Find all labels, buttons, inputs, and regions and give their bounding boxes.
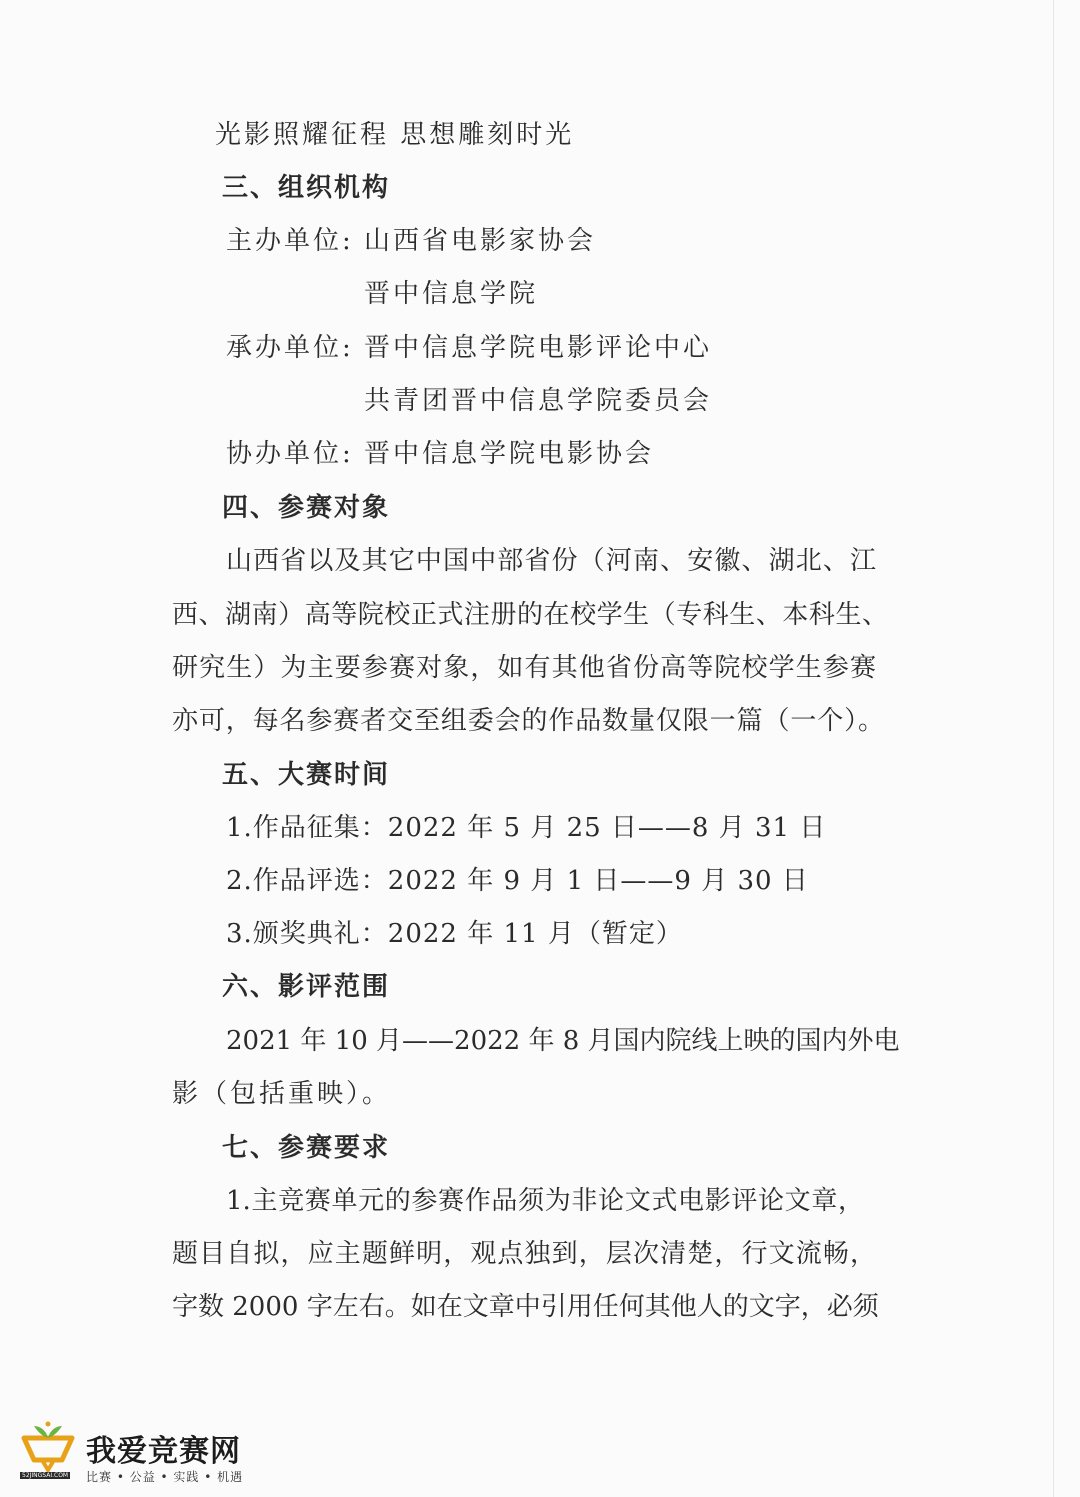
organizer-value-1: 晋中信息学院电影评论中心 (364, 333, 713, 363)
co-organizer-row (226, 437, 654, 471)
scope-line-1: 2021 年 10 月——2022 年 8 月国内院线上映的国内外电 (226, 1026, 900, 1056)
requirements-line-1: 1.主竞赛单元的参赛作品须为非论文式电影评论文章， (226, 1186, 864, 1216)
co-organizer-value: 晋中信息学院电影协会 (364, 439, 655, 469)
participants-line-2: 西、湖南）高等院校正式注册的在校学生（专科生、本科生、 (172, 600, 888, 630)
schedule-item-1: 1.作品征集：2022 年 5 月 25 日——8 月 31 日 (226, 813, 827, 843)
intro-line: 光影照耀征程 思想雕刻时光 (215, 120, 575, 150)
organizer-label: 承办单位: (226, 333, 354, 363)
co-organizer-label: 协办单位: (226, 439, 354, 469)
participants-line-4: 亦可，每名参赛者交至组委会的作品数量仅限一篇（一个）。 (172, 706, 884, 736)
host-value-2: 晋中信息学院 (364, 279, 539, 309)
host-value-1: 山西省电影家协会 (364, 226, 597, 256)
organizer-value-2: 共青团晋中信息学院委员会 (364, 386, 713, 416)
site-logo (16, 1420, 256, 1490)
section-heading-schedule: 五、大赛时间 (222, 760, 391, 790)
organizer-row (226, 331, 712, 365)
section-heading-participants: 四、参赛对象 (222, 493, 391, 523)
section-heading-scope: 六、影评范围 (222, 972, 391, 1002)
section-heading-requirements: 七、参赛要求 (222, 1133, 391, 1163)
requirements-line-3: 字数 2000 字左右。如在文章中引用任何其他人的文字，必须 (172, 1292, 879, 1322)
host-row (226, 224, 596, 258)
participants-line-3: 研究生）为主要参赛对象，如有其他省份高等院校学生参赛 (172, 653, 876, 683)
participants-line-1: 山西省以及其它中国中部省份（河南、安徽、湖北、江 (226, 546, 876, 576)
schedule-item-3: 3.颁奖典礼：2022 年 11 月（暂定） (226, 919, 683, 949)
host-label: 主办单位: (226, 226, 354, 256)
requirements-line-2: 题目自拟，应主题鲜明，观点独到，层次清楚，行文流畅， (172, 1239, 876, 1269)
schedule-item-2: 2.作品评选：2022 年 9 月 1 日——9 月 30 日 (226, 866, 809, 896)
section-heading-org: 三、组织机构 (222, 173, 391, 203)
logo-tagline: 比赛 • 公益 • 实践 • 机遇 (86, 1470, 244, 1484)
page-edge (1053, 0, 1054, 1497)
logo-domain: 52JINGSAI.COM (22, 1472, 69, 1479)
scope-line-2: 影（包括重映）。 (172, 1079, 392, 1109)
logo-name: 我爱竞赛网 (86, 1434, 241, 1469)
